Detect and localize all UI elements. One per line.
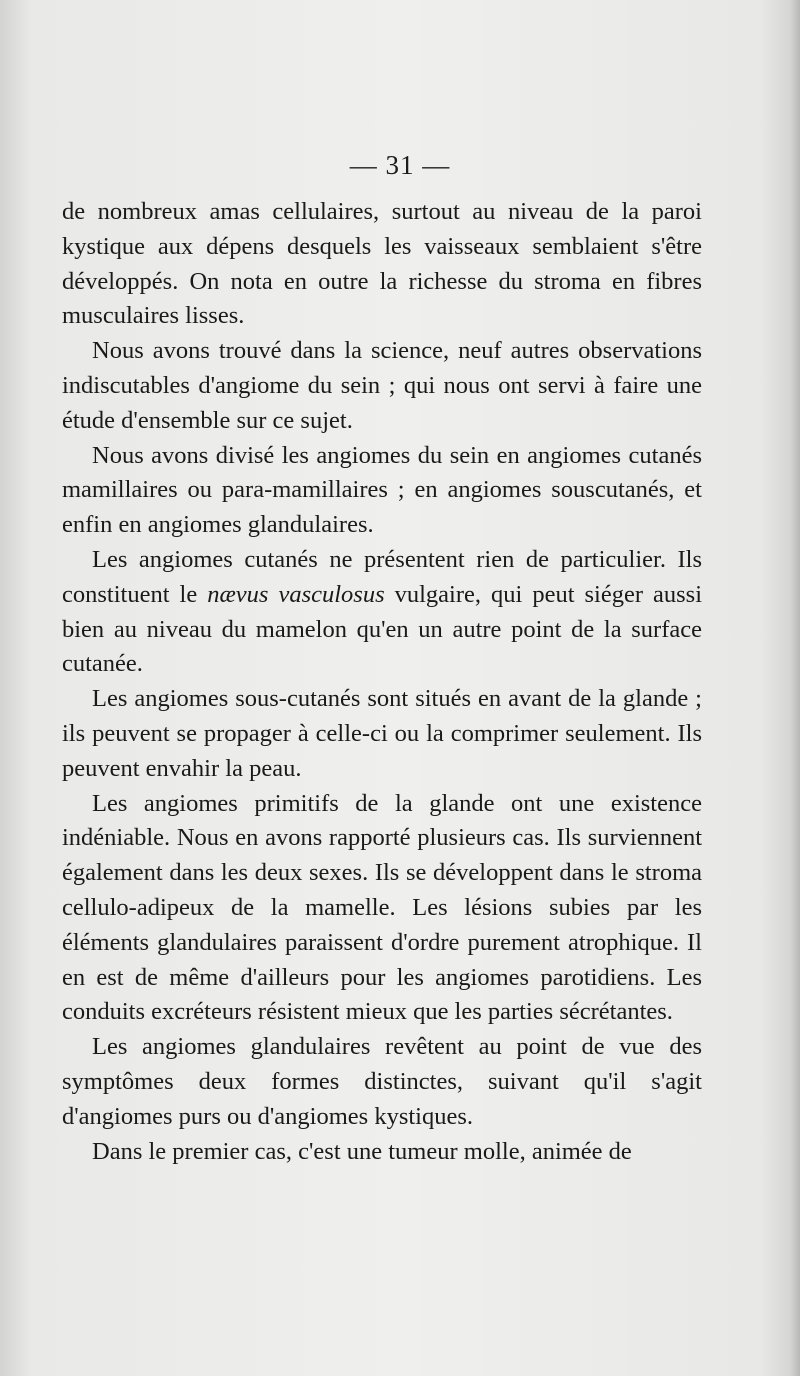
paragraph-1: de nombreux amas cellulaires, surtout au niveau de la paroi kystique aux dépens desquels les vaisseaux semblaient s'être développés. On nota en outre la richesse du stroma en fibres musculaires lisses. bbox=[62, 198, 702, 330]
paragraph-7: Les angiomes glandulaires revêtent au point de vue des symptômes deux formes distinctes, suivant qu'il s'agit d'angiomes purs ou d'angiomes kystiques. bbox=[62, 1033, 702, 1130]
body-text bbox=[62, 195, 702, 1169]
paragraph-2: Nous avons trouvé dans la science, neuf autres observations indiscutables d'angiome du sein ; qui nous ont servi à faire une étude d'ensemble sur ce sujet. bbox=[62, 337, 702, 434]
paragraph-4-start: Les angiomes cutanés ne présentent rien de particulier. Ils constituent le bbox=[62, 545, 702, 608]
paragraph-3: Nous avons divisé les angiomes du sein en angiomes cutanés mamillaires ou para-mamillaires ; en angiomes souscutanés, et enfin en angiomes glandulaires. bbox=[62, 441, 702, 539]
paragraph-5: Les angiomes sous-cutanés sont situés en avant de la glande ; ils peuvent se propager à celle-ci ou la comprimer seulement. Ils peuvent envahir la peau. bbox=[62, 685, 702, 782]
paragraph-8: Dans le premier cas, c'est une tumeur molle, animée de bbox=[92, 1137, 632, 1165]
page-number: — 31 — bbox=[349, 150, 451, 180]
latin-term: nævus vasculosus bbox=[207, 580, 385, 608]
paragraph-6: Les angiomes primitifs de la glande ont une existence indéniable. Nous en avons rapporté plusieurs cas. Ils surviennent également dans les deux sexes. Ils se développent dans le stroma cellulo-adipeux de la mamelle. Les lésions subies par les éléments glandulaires paraissent d'ordre purement atrophique. Il en est de même d'ailleurs pour les angiomes parotidiens. Les conduits excréteurs résistent mieux que les parties sécrétantes. bbox=[62, 789, 702, 1026]
paragraph-4 bbox=[62, 543, 702, 682]
paragraph-4-end: vulgaire, qui peut siéger aussi bien au niveau du mamelon qu'en un autre point de la surface cutanée. bbox=[62, 580, 702, 678]
